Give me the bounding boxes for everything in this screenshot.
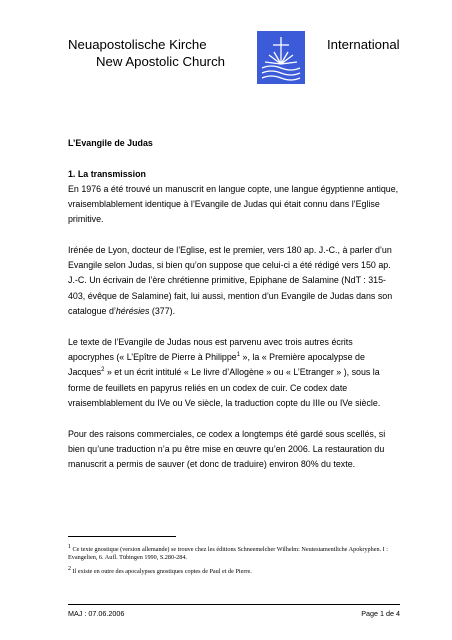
footnote-2-text: Il existe en outre des apocalypses gnostiques coptes de Paul et de Pierre. (71, 568, 252, 575)
footnote-ref-2[interactable]: 2 (101, 367, 105, 374)
paragraph-3 (68, 335, 400, 411)
paragraph-3-text-b: », la « Première apocalypse de Jacques (68, 352, 365, 378)
document-title: L’Evangile de Judas (68, 138, 153, 148)
footnote-ref-1[interactable]: 1 (236, 352, 241, 359)
footnote-separator (68, 536, 176, 537)
paragraph-4 (68, 427, 400, 473)
organization-name (68, 36, 225, 70)
paragraph-3-text-c: » et un écrit intitulé « Le livre d’Allogène » ou « L’Etranger » ), sous la forme de feuillets en papyrus reliés en un codex de cuir. Ce codex date vraisemblablement du IVe ou Ve siècle, la traduction copte du IIIe ou IVe siècle. (68, 367, 381, 408)
paragraph-3-text-a: Le texte de l’Evangile de Judas nous est parvenu avec trois autres écrits apocryphes (« L’Epître de Pierre à Philippe (68, 337, 353, 363)
paragraph-1-text: En 1976 a été trouvé un manuscrit en langue copte, une langue égyptienne antique, vraisemblablement identique à l’Evangile de Judas qui était connu dans l’Eglise primitive. (68, 184, 399, 225)
org-region-label: International (327, 37, 400, 52)
paragraph-1 (68, 182, 400, 228)
footer-update-date: MAJ : 07.06.2006 (68, 609, 125, 618)
paragraph-2-italic: hérésies (115, 305, 150, 316)
footer-page-number: Page 1 de 4 (361, 609, 400, 618)
paragraph-2-text-b: (377). (149, 305, 176, 316)
org-name-german: Neuapostolische Kirche (68, 37, 207, 52)
section-heading: 1. La transmission (68, 169, 146, 179)
footnote-1-text: Ce texte gnostique (version allemande) se trouve chez les éditions Schneemelcher Wilhelm: Neutestamentliche Apokryphen. I : Evangelien, 6. Aufl. Tübingen 1990, S.280-284. (68, 546, 388, 561)
paragraph-2 (68, 243, 400, 319)
footnote-1-mark: 1 (68, 543, 71, 550)
paragraph-2-text-a: Irénée de Lyon, docteur de l’Eglise, est le premier, vers 180 ap. J.-C., à parler d’un Evangile selon Judas, si bien qu’on suppose que celui-ci a été rédigé vers 150 ap. J.-C. Un écrivain de l’ère chrétienne primitive, Epiphane de Salamine (NdT : 315-403, évêque de Salamine) fait, lui aussi, mention d’un Evangile de Judas dans son catalogue d’ (68, 245, 393, 316)
footnote-2 (68, 565, 400, 576)
paragraph-4-text: Pour des raisons commerciales, ce codex a longtemps été gardé sous scellés, si bien qu’une traduction n’a pu être mise en œuvre qu’en 2006. La restauration du manuscrit a permis de sauver (et donc de traduire) environ 80% du texte. (68, 429, 386, 470)
nac-logo-icon (257, 31, 305, 84)
org-name-english: New Apostolic Church (96, 54, 226, 69)
footnote-1 (68, 543, 400, 561)
footer-separator (68, 604, 400, 605)
footnote-2-mark: 2 (68, 565, 71, 572)
